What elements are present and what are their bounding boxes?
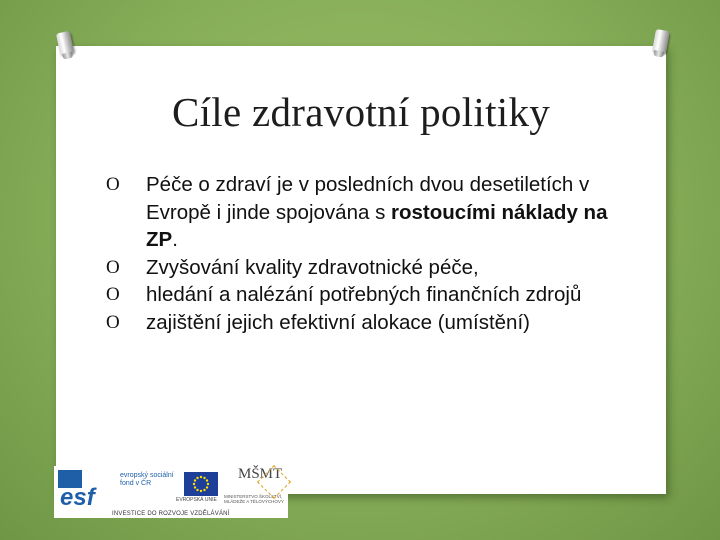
bullet-item <box>106 254 626 282</box>
eu-stars-icon <box>184 472 218 496</box>
bullet-item <box>106 309 626 337</box>
bullet-text: hledání a nalézání potřebných finančních zdrojů <box>146 283 582 306</box>
bullet-bold-text: rostoucími náklady na ZP <box>146 200 608 251</box>
eu-subtitle: EVROPSKÁ UNIE <box>176 497 217 503</box>
esf-subtitle: evropský sociální fond v ČR <box>120 472 174 487</box>
funding-logos-strip <box>54 466 288 518</box>
bullet-item <box>106 171 626 254</box>
bullet-marker: O <box>106 174 120 195</box>
bullet-list <box>106 171 626 336</box>
bullet-item <box>106 281 626 309</box>
slide-title: Cíle zdravotní politiky <box>171 89 551 135</box>
bullet-text: zajištění jejich efektivní alokace (umístění) <box>146 310 530 334</box>
eu-flag-icon <box>184 472 218 496</box>
bullet-marker: O <box>106 256 120 278</box>
esf-logo <box>58 470 116 511</box>
esf-logo-text: esf <box>60 484 95 511</box>
bullet-marker: O <box>106 311 120 333</box>
pushpin-icon <box>652 29 670 53</box>
bullet-text: Zvyšování kvality zdravotnické péče, <box>146 255 479 279</box>
msmt-logo: MŠMT <box>238 466 283 482</box>
msmt-subtitle: MINISTERSTVO ŠKOLSTVÍ, MLÁDEŽE A TĚLOVÝCHOVY <box>224 494 284 504</box>
bullet-marker: O <box>106 284 120 305</box>
bullet-text-end: . <box>172 228 178 251</box>
logos-caption: INVESTICE DO ROZVOJE VZDĚLÁVÁNÍ <box>112 511 230 517</box>
bullet-text: Péče o zdraví je v posledních dvou desetiletích v Evropě i jinde spojována s <box>146 173 590 224</box>
